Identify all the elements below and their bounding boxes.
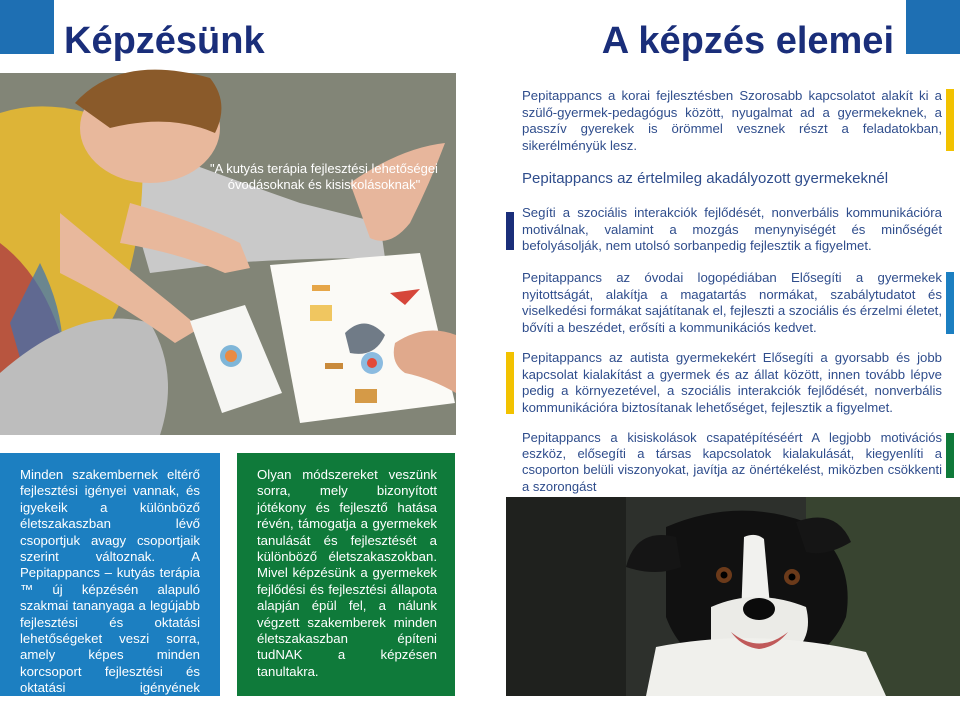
dog-photo-illustration	[506, 497, 960, 696]
element-autista: Pepitappancs az autista gyermekekért Elősegíti a gyorsabb és jobb kapcsolat kialakítást a gyermek és az állat között, innen tovább lépve pedig a környezetével, a szociális interakciók fejlődését, nonverbális kommunikációra biztosítanak lehetőséget, fejlesztik a figyelmet.	[522, 350, 942, 415]
accent-bar-green-1	[946, 433, 954, 478]
element-ovodai-logopedia: Pepitappancs az óvodai logopédiában Elősegíti a gyermekek nyitottságát, alakítja a magatartás normákat, szabálytudatot és viselkedési formákat sajátítanak el, fejleszti a szociális és érzelmi életet, bővíti a beszédet, erősíti a kommunikációs kedvet.	[522, 270, 942, 335]
page-title-right: A képzés elemei	[601, 20, 894, 62]
photo-dog	[506, 497, 960, 696]
page-title-left: Képzésünk	[64, 20, 265, 62]
intro-box-green	[237, 453, 455, 696]
element-subtitle-ertelmileg: Pepitappancs az értelmileg akadályozott gyermekeknél	[522, 170, 889, 187]
photo-children-drawing	[0, 73, 456, 435]
photo-quote: "A kutyás terápia fejlesztési lehetőségei óvodásoknak és kisiskolásoknak"	[210, 161, 438, 192]
accent-bar-blue-2	[946, 272, 954, 334]
children-photo-illustration	[0, 73, 456, 435]
corner-square-left	[0, 0, 54, 54]
corner-square-right	[906, 0, 960, 54]
element-korai-fejlesztes: Pepitappancs a korai fejlesztésben Szorosabb kapcsolatot alakít ki a szülő-gyermek-pedagógus között, nyugalmat ad a gyermekeknek, a passzív gyerekek is örömmel vesznek részt a feladatokban, sikerélményük lesz.	[522, 88, 942, 153]
intro-text-green: Olyan módszereket veszünk sorra, mely bizonyított jótékony és fejlesztő hatása révén, támogatja a gyermekek tanulását és fejlesztését a különböző életszakaszokban. Mivel képzésünk a gyermekek fejlődési és fejlesztési állapota alapján épül fel, a nálunk végzett szakemberek minden életszakaszban építeni tudNAK a képzésen tanultakra.	[257, 467, 437, 679]
intro-box-blue	[0, 453, 220, 712]
accent-bar-yellow-1	[946, 89, 954, 151]
intro-text-blue: Minden szakembernek eltérő fejlesztési igényei vannak, és igyekeik a különböző életszakaszban lévő csoportjuk avagy csoportjaik szerint változnak. A Pepitappancs – kutyás terápia ™ új képzésén alapuló szakmai tananyaga a legújabb fejlesztési és oktatási lehetőségeket veszi sorra, amely képes minden korcsoport fejlesztési és oktatási igényének kielégítésére.	[20, 467, 200, 712]
element-ertelmileg-text: Segíti a szociális interakciók fejlődését, nonverbális kommunikációra motiválnak, valamint a mozgás menynyiségét és minőségét befolyásolják, nem utolsó sorbanpedig fejlesztik a figyelmet.	[522, 205, 942, 254]
accent-bar-blue-1	[506, 212, 514, 250]
element-kisiskolasok: Pepitappancs a kisiskolások csapatépítéséért A legjobb motivációs eszköz, elősegíti a társas kapcsolatok kialakulását, kiegyenlíti a csoporton belüli viszonyokat, javítja az önértékelést, miközben csökkenti a szorongást	[522, 430, 942, 494]
accent-bar-yellow-2	[506, 352, 514, 414]
